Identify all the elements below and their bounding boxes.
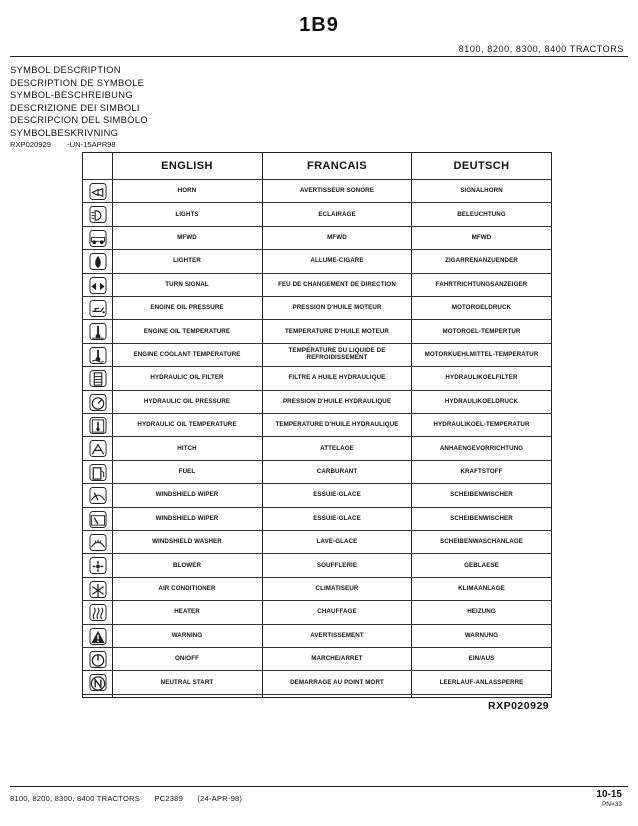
cell-francais: LAVE-GLACE bbox=[316, 538, 358, 546]
cell-english: LIGHTS bbox=[175, 210, 199, 218]
cell-deutsch: HYDRAULIKOEL-TEMPERATUR bbox=[433, 421, 530, 429]
table-row bbox=[83, 530, 551, 553]
table-row bbox=[83, 600, 551, 623]
cell-english: ENGINE OIL PRESSURE bbox=[150, 304, 224, 312]
description-line: SYMBOLBESKRIVNING bbox=[10, 126, 119, 138]
table-row bbox=[83, 483, 551, 506]
engine-oil-temperature-icon bbox=[89, 323, 107, 340]
fuel-icon bbox=[89, 464, 107, 481]
cell-deutsch: KRAFTSTOFF bbox=[460, 467, 503, 475]
table-row bbox=[83, 436, 551, 459]
description-line: DESCRIPCION DEL SIMBOLO bbox=[10, 114, 148, 126]
cell-english: LIGHTER bbox=[173, 257, 201, 265]
cell-english: WINDSHIELD WIPER bbox=[155, 514, 219, 522]
cell-deutsch: MOTORKUEHLMITTEL-TEMPERATUR bbox=[424, 350, 539, 358]
table-row bbox=[83, 226, 551, 249]
cell-english: WINDSHIELD WASHER bbox=[152, 538, 222, 546]
cell-francais: TEMPERATURE D'HUILE HYDRAULIQUE bbox=[275, 421, 399, 429]
cell-francais: AVERTISSEMENT bbox=[310, 631, 364, 639]
cell-english: AIR CONDITIONER bbox=[158, 584, 216, 592]
cell-deutsch: HEIZUNG bbox=[467, 608, 496, 616]
page-subtitle: 8100, 8200, 8300, 8400 TRACTORS bbox=[458, 44, 624, 54]
column-header-deutsch: DEUTSCH bbox=[453, 160, 510, 172]
cell-deutsch: LEERLAUF-ANLASSPERRE bbox=[439, 678, 524, 686]
description-line: DESCRIZIONE DEI SIMBOLI bbox=[10, 101, 140, 113]
description-line: DESCRIPTION DE SYMBOLE bbox=[10, 76, 145, 88]
cell-francais: MFWD bbox=[327, 233, 347, 241]
cell-francais: SOUFFLERIE bbox=[316, 561, 358, 569]
cell-english: ENGINE COOLANT TEMPERATURE bbox=[133, 350, 241, 358]
table-row bbox=[83, 624, 551, 647]
row-divider bbox=[83, 694, 551, 695]
description-line: SYMBOL-BESCHREIBUNG bbox=[10, 89, 133, 101]
cell-francais: ECLAIRAGE bbox=[318, 210, 356, 218]
cell-deutsch: SCHEIBENWASCHANLAGE bbox=[439, 538, 524, 546]
hitch-icon bbox=[89, 440, 107, 457]
horn-icon bbox=[89, 183, 107, 200]
air-conditioner-icon bbox=[89, 581, 107, 598]
blower-icon bbox=[89, 557, 107, 574]
engine-oil-pressure-icon bbox=[89, 300, 107, 317]
cell-francais: PRESSION D'HUILE HYDRAULIQUE bbox=[282, 397, 392, 405]
description-block bbox=[10, 64, 148, 140]
table-row bbox=[83, 647, 551, 670]
cell-english: MFWD bbox=[177, 233, 197, 241]
cell-english: NEUTRAL START bbox=[160, 678, 214, 686]
hydraulic-oil-filter-icon bbox=[89, 370, 107, 387]
cell-francais: FEU DE CHANGEMENT DE DIRECTION bbox=[278, 280, 396, 288]
table-row bbox=[83, 507, 551, 530]
cell-english: WARNING bbox=[171, 631, 203, 639]
cell-francais: ESSUIE-GLACE bbox=[313, 514, 361, 522]
engine-coolant-temperature-icon bbox=[89, 347, 107, 364]
cell-francais: DEMARRAGE AU POINT MORT bbox=[290, 678, 384, 686]
footer-doc: PC2389 bbox=[154, 794, 184, 803]
cell-francais: MARCHE/ARRET bbox=[311, 655, 363, 663]
table-row bbox=[83, 319, 551, 342]
lights-icon bbox=[89, 206, 107, 223]
table-row bbox=[83, 553, 551, 576]
symbol-table bbox=[82, 152, 552, 698]
figure-date: -UN-15APR98 bbox=[67, 140, 116, 149]
hydraulic-oil-temperature-icon bbox=[89, 417, 107, 434]
description-line: SYMBOL DESCRIPTION bbox=[10, 64, 121, 75]
table-row bbox=[83, 670, 551, 693]
cell-english: HYDRAULIC OIL FILTER bbox=[150, 374, 224, 382]
cell-english: HITCH bbox=[177, 444, 197, 452]
on-off-icon bbox=[89, 651, 107, 668]
cell-deutsch: EIN/AUS bbox=[468, 655, 495, 663]
footer-rule bbox=[10, 786, 628, 787]
heater-icon bbox=[89, 604, 107, 621]
table-row bbox=[83, 413, 551, 436]
rear-windshield-wiper-icon bbox=[89, 511, 107, 528]
cell-francais: ALLUME-CIGARE bbox=[310, 257, 364, 265]
footer-info bbox=[10, 794, 254, 803]
neutral-start-icon bbox=[89, 674, 107, 691]
table-row bbox=[83, 390, 551, 413]
cell-deutsch: MOTOROELDRUCK bbox=[451, 304, 512, 312]
turn-signal-icon bbox=[89, 277, 107, 294]
cell-deutsch: SCHEIBENWISCHER bbox=[450, 491, 513, 499]
cell-english: BLOWER bbox=[172, 561, 202, 569]
cell-deutsch: BELEUCHTUNG bbox=[457, 210, 506, 218]
page-title: 1B9 bbox=[299, 14, 339, 36]
cell-english: TURN SIGNAL bbox=[165, 280, 209, 288]
column-header-english: ENGLISH bbox=[161, 160, 213, 172]
cell-francais: FILTRE A HUILE HYDRAULIQUE bbox=[288, 374, 386, 382]
cell-deutsch: FAHRTRICHTUNGSANZEIGER bbox=[435, 280, 528, 288]
header-rule bbox=[10, 56, 628, 57]
footer-models: 8100, 8200, 8300, 8400 TRACTORS bbox=[10, 794, 141, 803]
windshield-wiper-icon bbox=[89, 487, 107, 504]
cell-english: HEATER bbox=[174, 608, 200, 616]
cell-english: HYDRAULIC OIL TEMPERATURE bbox=[137, 421, 237, 429]
cell-deutsch: GEBLAESE bbox=[464, 561, 499, 569]
cell-english: ENGINE OIL TEMPERATURE bbox=[143, 327, 231, 335]
cell-francais: CHAUFFAGE bbox=[317, 608, 357, 616]
table-row bbox=[83, 577, 551, 600]
cell-english: WINDSHIELD WIPER bbox=[155, 491, 219, 499]
cell-francais: CARBURANT bbox=[316, 467, 358, 475]
cell-francais: CLIMATISEUR bbox=[315, 584, 359, 592]
cell-deutsch: HYDRAULIKOELDRUCK bbox=[444, 397, 519, 405]
page-sub-number: PN=33 bbox=[601, 801, 622, 808]
cell-francais: ESSUIE-GLACE bbox=[313, 491, 361, 499]
cell-deutsch: MOTOROEL-TEMPERTUR bbox=[442, 327, 521, 335]
page-number: 10-15 bbox=[596, 789, 622, 800]
table-row bbox=[83, 296, 551, 319]
figure-code: RXP020929 bbox=[10, 140, 51, 149]
figure-watermark: RXP020929 bbox=[488, 700, 550, 712]
cell-deutsch: MFWD bbox=[471, 233, 492, 241]
cell-english: HYDRAULIC OIL PRESSURE bbox=[143, 397, 231, 405]
cell-francais: TEMPERATURE D'HUILE MOTEUR bbox=[285, 327, 389, 335]
cell-deutsch: ZIGARRENANZUENDER bbox=[445, 257, 518, 265]
hydraulic-oil-pressure-icon bbox=[89, 394, 107, 411]
cell-english: ON/OFF bbox=[175, 655, 199, 663]
cell-francais: TEMPERATURE DU LIQUIDE DE REFROIDISSEMENT bbox=[288, 347, 386, 362]
cell-francais: ATTELAGE bbox=[320, 444, 354, 452]
table-row bbox=[83, 249, 551, 272]
cell-deutsch: WARNUNG bbox=[464, 631, 499, 639]
cell-deutsch: KLIMAANLAGE bbox=[458, 584, 505, 592]
cell-deutsch: SCHEIBENWISCHER bbox=[450, 514, 513, 522]
column-header-francais: FRANCAIS bbox=[306, 160, 368, 172]
table-row bbox=[83, 343, 551, 366]
table-row bbox=[83, 202, 551, 225]
cell-francais: PRESSION D'HUILE MOTEUR bbox=[292, 304, 382, 312]
table-row bbox=[83, 460, 551, 483]
lighter-icon bbox=[89, 253, 107, 270]
figure-reference bbox=[10, 140, 130, 149]
warning-icon bbox=[89, 628, 107, 645]
cell-english: HORN bbox=[177, 187, 197, 195]
cell-deutsch: HYDRAULIKOELFILTER bbox=[445, 374, 518, 382]
table-row bbox=[83, 366, 551, 389]
footer-date: (24-APR-98) bbox=[197, 794, 243, 803]
table-row bbox=[83, 179, 551, 202]
cell-deutsch: ANHAENGEVORRICHTUNG bbox=[439, 444, 524, 452]
cell-deutsch: SIGNALHORN bbox=[460, 187, 503, 195]
cell-english: FUEL bbox=[178, 467, 196, 475]
table-row bbox=[83, 273, 551, 296]
mfwd-icon bbox=[89, 230, 107, 247]
windshield-washer-icon bbox=[89, 534, 107, 551]
cell-francais: AVERTISSEUR SONORE bbox=[300, 187, 374, 195]
